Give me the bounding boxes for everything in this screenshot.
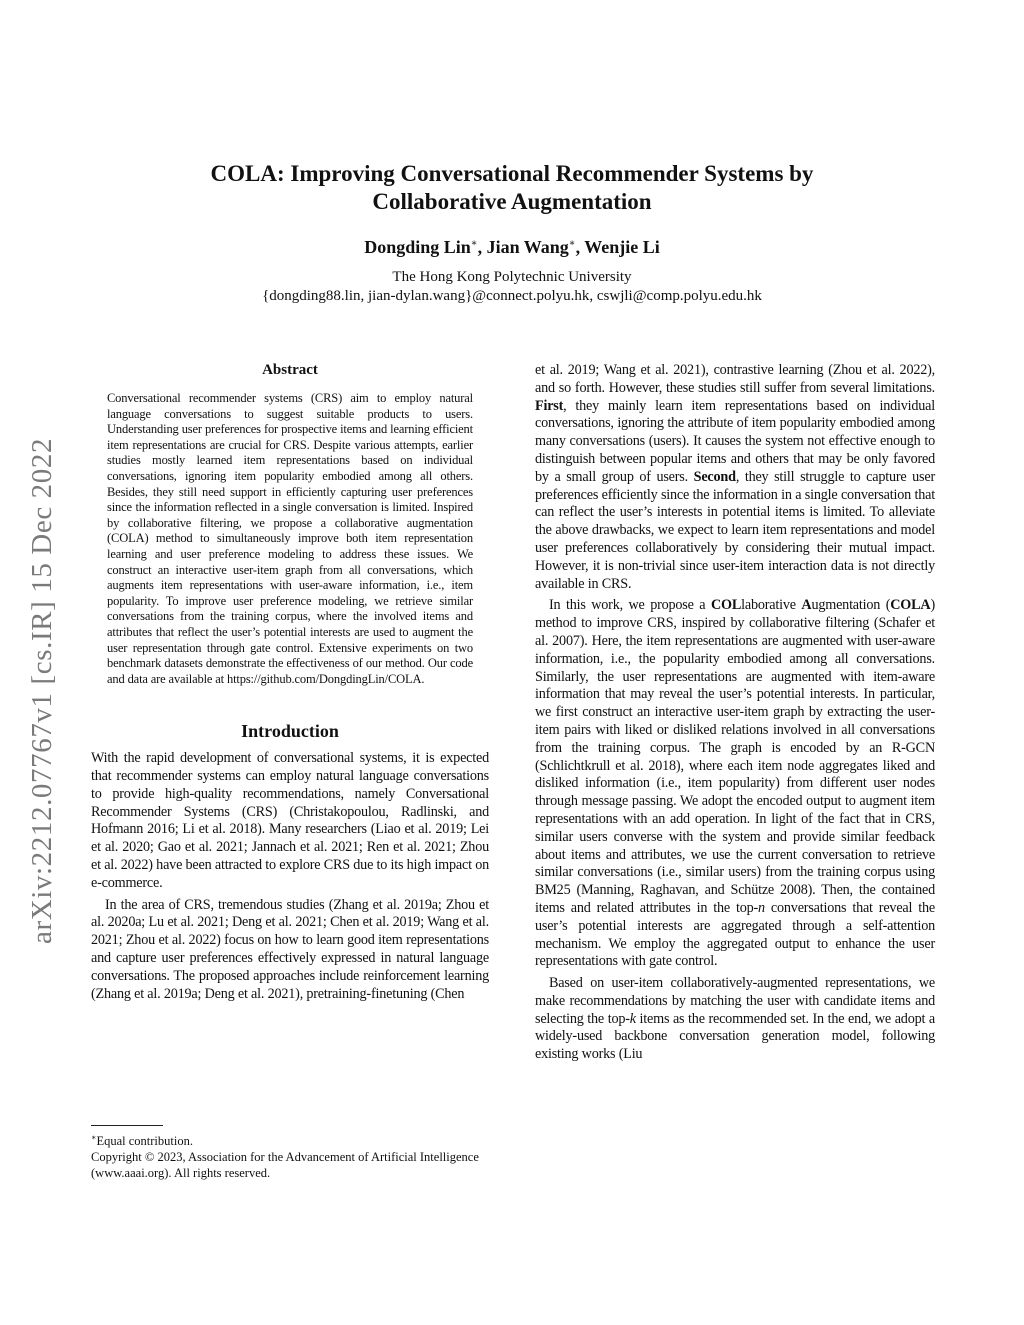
footnote-rule — [91, 1125, 163, 1126]
author-separator: , — [575, 237, 585, 257]
equal-contribution-text: Equal contribution. — [96, 1134, 193, 1149]
col-emphasis: COL — [710, 597, 742, 614]
left-column — [91, 362, 489, 1003]
author-name: Jian Wang — [486, 237, 569, 257]
p5-text: items as the recommended set. In the end, we adopt a widely-used backbone conversation generation model, following existing works (Liu — [535, 1010, 935, 1063]
intro-paragraph-5 — [535, 975, 935, 1064]
equal-contribution-note — [91, 1130, 491, 1149]
p4-text: laborative — [741, 597, 802, 614]
author-mark: ∗ — [470, 238, 478, 249]
a-emphasis: A — [801, 597, 812, 614]
copyright-notice: Copyright © 2023, Association for the Advancement of Artificial Intelligence (www.aaai.org). All rights reserved. — [91, 1150, 479, 1181]
second-emphasis: Second — [693, 468, 736, 485]
author-list — [150, 237, 874, 258]
affiliation: The Hong Kong Polytechnic University — [392, 269, 632, 285]
author-name: Wenjie Li — [584, 237, 660, 257]
first-emphasis: First — [535, 397, 564, 414]
p3-text: et al. 2019; Wang et al. 2021), contrastive learning (Zhou et al. 2022), and so forth. However, these studies still suffer from several limitations. — [535, 362, 935, 396]
footnote — [91, 1125, 491, 1181]
math-n: n — [758, 899, 765, 916]
intro-paragraph-2: In the area of CRS, tremendous studies (Zhang et al. 2019a; Zhou et al. 2020a; Lu et al. 2021; Deng et al. 2021; Chen et al. 2019; Wang et al. 2021; Zhou et al. 2022) focus on how to learn good item representations and capture user preferences effectively expressed in natural language conversations. The proposed approaches include reinforcement learning (Zhang et al. 2019a; Deng et al. 2021), pretraining-finetuning (Chen — [91, 896, 489, 1002]
abstract-text: Conversational recommender systems (CRS) aim to employ natural language conversations to suggest suitable products to users. Understanding user preferences for prospective items and learning efficient item representations are crucial for CRS. Despite various attempts, earlier studies mostly learned item representations based on individual conversations, ignoring item popularity embodied among all others. Besides, they still need support in efficiently capturing user preferences since the information reflected in a single conversation is limited. Inspired by collaborative filtering, we propose a collaborative augmentation (COLA) method to simultaneously improve both item representation learning and user preference modeling to address these issues. We construct an interactive user-item graph from all conversations, which augments item representations with user-aware information, i.e., item popularity. To improve user preference modeling, we retrieve similar conversations from the training corpus, where the involved items and attributes that reflect the user’s potential interests are used to augment the user representation through gate control. Extensive experiments on two benchmark datasets demonstrate the effectiveness of our method. Our code and data are available at https://github.com/DongdingLin/COLA. — [107, 391, 473, 686]
title-line-2: Collaborative Augmentation — [372, 189, 652, 214]
right-column — [535, 362, 935, 1064]
paper-title — [150, 160, 874, 216]
p4-text: ugmentation ( — [811, 597, 891, 614]
author-name: Dongding Lin — [364, 237, 471, 257]
intro-paragraph-3 — [535, 362, 935, 593]
p4-text: conversations that reveal the user’s potential interests are aggregated through a self-attention mechanism. We employ the aggregated output to enhance the user representations with gate control. — [535, 899, 935, 970]
affiliation-block — [150, 268, 874, 306]
p3-text: , they still struggle to capture user preferences efficiently since the information in a single conversation that can reflect the user’s interests in potential items is limited. To alleviate the above drawbacks, we expect to learn item representations and model user preferences collaboratively by considering their mutual impact. However, it is non-trivial since user-item interaction data is not directly available in CRS. — [535, 468, 935, 592]
author-separator: , — [477, 237, 487, 257]
cola-emphasis: COLA — [890, 597, 931, 614]
author-emails: {dongding88.lin, jian-dylan.wang}@connect.polyu.hk, cswjli@comp.polyu.edu.hk — [262, 288, 762, 304]
author-mark: ∗ — [568, 238, 576, 249]
abstract-heading: Abstract — [262, 362, 318, 378]
p4-text: In this work, we propose a — [549, 597, 711, 614]
p3-text: , they mainly learn item representations based on individual conversations, ignoring the attribute of item popularity embodied among many conversations (users). It causes the system not effective enough to distinguish between popular items and others that may be only favored by a small group of users. — [535, 397, 935, 485]
intro-paragraph-1: With the rapid development of conversational systems, it is expected that recommender systems can employ natural language conversations to provide high-quality recommendations, namely Conversational Recommender Systems (CRS) (Christakopoulou, Radlinski, and Hofmann 2016; Li et al. 2018). Many researchers (Liao et al. 2019; Lei et al. 2020; Gao et al. 2021; Jannach et al. 2021; Ren et al. 2021; Zhou et al. 2022) have been attracted to explore CRS due to its high impact on e-commerce. — [91, 750, 489, 891]
footnote-mark: ∗ — [91, 1133, 97, 1142]
p4-text: ) method to improve CRS, inspired by collaborative filtering (Schafer et al. 2007). Here, the item representations are augmented with user-aware information, i.e., the popularity embodied among all conversations. Similarly, the user representations are augmented with item-aware information that may reveal the user’s potential interests. In particular, we first construct an interactive user-item graph by extracting the user-item pairs with liked or disliked relations involved in all conversations from the training corpus. The graph is encoded by an R-GCN (Schlichtkrull et al. 2018), where each item node aggregates liked and disliked information (i.e., item popularity) from different user nodes through message passing. We adopt the encoded output to augment item representations with an add operation. In light of the fact that in CRS, similar users converse with the system and provide similar feedback about items and attributes, we use the current conversation to retrieve similar conversations (i.e., similar users) from the training corpus using BM25 (Manning, Raghavan, and Schütze 2008). Then, the contained items and related attributes in the top- — [535, 597, 935, 916]
introduction-heading: Introduction — [241, 721, 339, 742]
title-line-1: COLA: Improving Conversational Recommender Systems by — [210, 161, 814, 186]
p5-text: Based on user-item collaboratively-augmented representations, we make recommendations by matching the user with candidate items and selecting the top- — [535, 975, 935, 1027]
intro-paragraph-4 — [535, 597, 935, 971]
math-k: k — [629, 1010, 636, 1027]
arxiv-identifier: arXiv:2212.07767v1 [cs.IR] 15 Dec 2022 — [26, 437, 58, 944]
